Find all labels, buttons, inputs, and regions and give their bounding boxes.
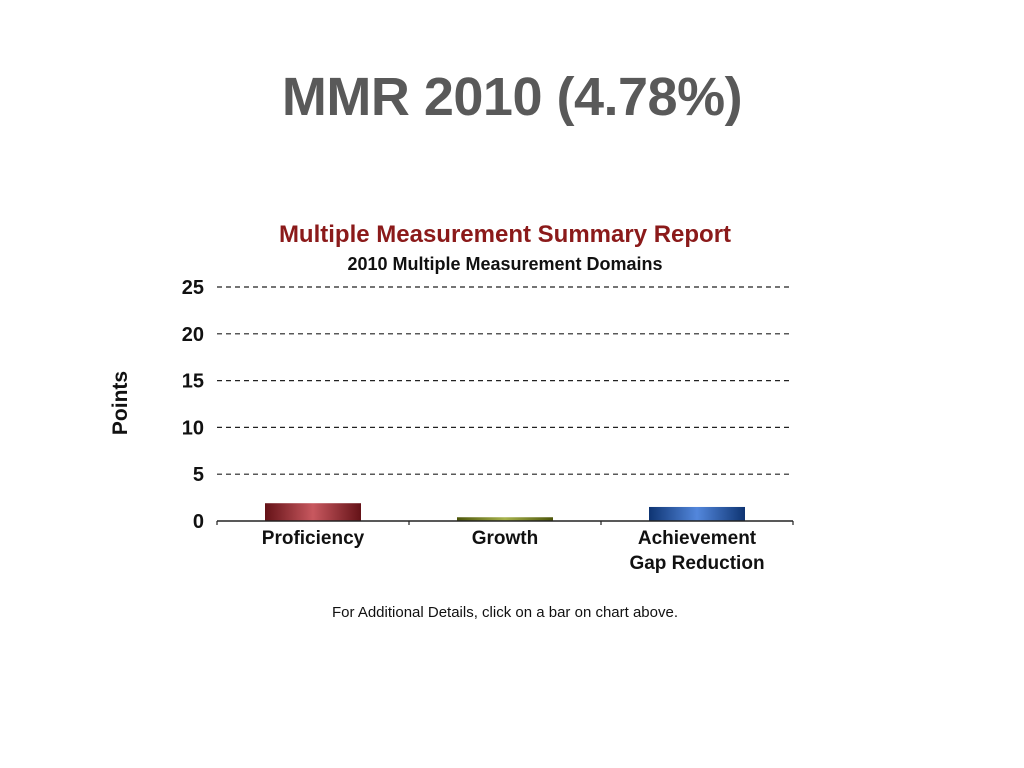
y-axis-label: Points — [109, 370, 132, 436]
y-tick-label: 15 — [181, 370, 204, 393]
chart-subtitle: 2010 Multiple Measurement Domains — [347, 254, 663, 274]
bar-0[interactable] — [265, 503, 361, 521]
bars — [265, 503, 745, 521]
y-tick-label: 5 — [192, 464, 204, 487]
x-axis — [217, 521, 793, 525]
y-tick-label: 20 — [181, 323, 204, 346]
footnote: For Additional Details, click on a bar on chart above. — [331, 604, 679, 621]
slide-title: MMR 2010 (4.78%) — [281, 67, 743, 127]
category-label: Proficiency — [261, 528, 365, 549]
y-tick-labels — [182, 277, 204, 533]
category-labels — [262, 528, 765, 574]
category-label: Achievement — [637, 528, 757, 549]
category-label-line2: Gap Reduction — [629, 553, 765, 574]
category-label: Growth — [471, 528, 539, 549]
chart-title: Multiple Measurement Summary Report — [278, 221, 732, 248]
gridlines — [217, 287, 793, 474]
y-tick-label: 0 — [192, 511, 204, 533]
bar-2[interactable] — [649, 507, 745, 521]
y-tick-label: 10 — [181, 417, 204, 440]
y-tick-label: 25 — [181, 277, 204, 299]
